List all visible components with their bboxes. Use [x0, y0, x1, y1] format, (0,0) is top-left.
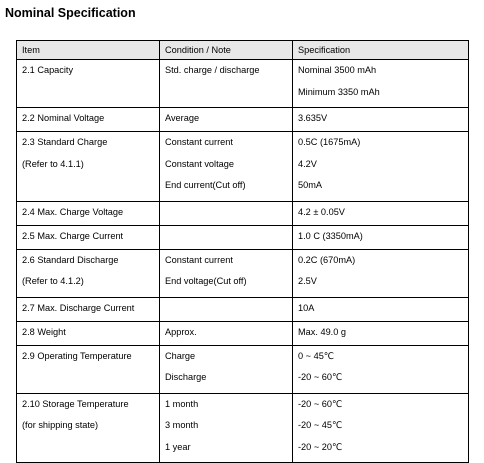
item-cell-text: 2.10 Storage Temperature: [22, 398, 129, 409]
item-cell-text: 2.6 Standard Discharge: [22, 254, 119, 265]
condition-cell-text: [165, 302, 292, 321]
table-row: [17, 393, 469, 463]
condition-cell-text: 3 month: [165, 420, 199, 430]
specification-cell-text: -20 ~ 60℃: [298, 398, 343, 409]
specification-table: [16, 40, 469, 463]
specification-cell-text: Minimum 3350 mAh: [298, 86, 380, 97]
item-cell-text: 2.1 Capacity: [22, 65, 74, 75]
item-cell-text: 2.2 Nominal Voltage: [22, 113, 105, 123]
table-row: [17, 249, 469, 297]
specification-cell-text: 50mA: [298, 180, 323, 190]
specification-cell-text: Nominal 3500 mAh: [298, 65, 377, 75]
item-cell-text: 2.4 Max. Charge Voltage: [22, 206, 124, 217]
item-cell: [17, 297, 160, 321]
specification-cell-text: 0 ~ 45℃: [298, 350, 335, 361]
item-cell: [17, 225, 160, 249]
item-cell: [17, 249, 160, 297]
condition-cell-text: End voltage(Cut off): [165, 276, 247, 286]
condition-cell-text: 1 year: [165, 441, 191, 452]
condition-cell-text: 1 month: [165, 398, 199, 409]
specification-cell-text: Max. 49.0 g: [298, 326, 347, 337]
item-cell-text: (for shipping state): [22, 420, 99, 430]
item-cell-text: 2.8 Weight: [22, 326, 66, 337]
specification-cell-text: -20 ~ 20℃: [298, 441, 343, 452]
item-cell: [17, 201, 160, 225]
condition-cell: [160, 132, 293, 202]
specification-cell-text: 2.5V: [298, 276, 317, 286]
specification-cell-text: 3.635V: [298, 113, 328, 123]
specification-cell-text: -20 ~ 45℃: [298, 420, 343, 430]
specification-cell: [293, 249, 469, 297]
specification-cell: [293, 201, 469, 225]
specification-cell: [293, 345, 469, 393]
table-row: [17, 297, 469, 321]
condition-cell-text: Charge: [165, 350, 196, 361]
specification-cell-text: -20 ~ 60℃: [298, 372, 343, 382]
table-row: [17, 345, 469, 393]
condition-cell: [160, 225, 293, 249]
condition-cell: [160, 201, 293, 225]
item-cell: [17, 321, 160, 345]
condition-cell: [160, 345, 293, 393]
item-cell-text: (Refer to 4.1.1): [22, 158, 84, 169]
condition-cell-text: Constant current: [165, 137, 233, 147]
specification-cell: [293, 297, 469, 321]
specification-cell-text: 0.5C (1675mA): [298, 137, 361, 147]
page-title: Nominal Specification: [5, 6, 136, 20]
item-cell: [17, 132, 160, 202]
specification-cell: [293, 132, 469, 202]
condition-cell-text: Approx.: [165, 326, 197, 337]
header-item: Item: [17, 41, 160, 60]
item-cell: [17, 60, 160, 108]
condition-cell-text: [165, 230, 292, 249]
specification-cell: [293, 60, 469, 108]
condition-cell: [160, 297, 293, 321]
item-cell-text: (Refer to 4.1.2): [22, 276, 84, 286]
specification-cell-text: 0.2C (670mA): [298, 254, 356, 265]
condition-cell-text: Constant voltage: [165, 158, 234, 169]
specification-cell-text: 4.2V: [298, 158, 317, 169]
condition-cell: [160, 108, 293, 132]
condition-cell-text: Constant current: [165, 254, 233, 265]
item-cell: [17, 108, 160, 132]
condition-cell-text: Average: [165, 113, 200, 123]
item-cell-text: 2.3 Standard Charge: [22, 137, 108, 147]
specification-cell-text: 10A: [298, 302, 315, 313]
specification-cell-text: 1.0 C (3350mA): [298, 230, 363, 241]
condition-cell-text: [165, 206, 292, 225]
table-row: [17, 60, 469, 108]
item-cell-text: 2.7 Max. Discharge Current: [22, 302, 135, 313]
table-row: [17, 108, 469, 132]
condition-cell: [160, 321, 293, 345]
table-row: [17, 132, 469, 202]
table-row: [17, 225, 469, 249]
condition-cell: [160, 393, 293, 463]
specification-cell: [293, 321, 469, 345]
condition-cell-text: End current(Cut off): [165, 180, 246, 190]
condition-cell: [160, 60, 293, 108]
table-body: [17, 60, 469, 463]
condition-cell: [160, 249, 293, 297]
specification-cell: [293, 393, 469, 463]
table-row: [17, 321, 469, 345]
item-cell: [17, 345, 160, 393]
item-cell-text: 2.5 Max. Charge Current: [22, 230, 124, 241]
table-header-row: [17, 41, 469, 60]
specification-cell: [293, 108, 469, 132]
specification-cell: [293, 225, 469, 249]
specification-cell-text: 4.2 ± 0.05V: [298, 206, 345, 217]
table-row: [17, 201, 469, 225]
item-cell: [17, 393, 160, 463]
header-condition: Condition / Note: [160, 41, 293, 60]
item-cell-text: 2.9 Operating Temperature: [22, 350, 132, 361]
condition-cell-text: Std. charge / discharge: [165, 65, 260, 75]
header-specification: Specification: [293, 41, 469, 60]
condition-cell-text: Discharge: [165, 372, 207, 382]
